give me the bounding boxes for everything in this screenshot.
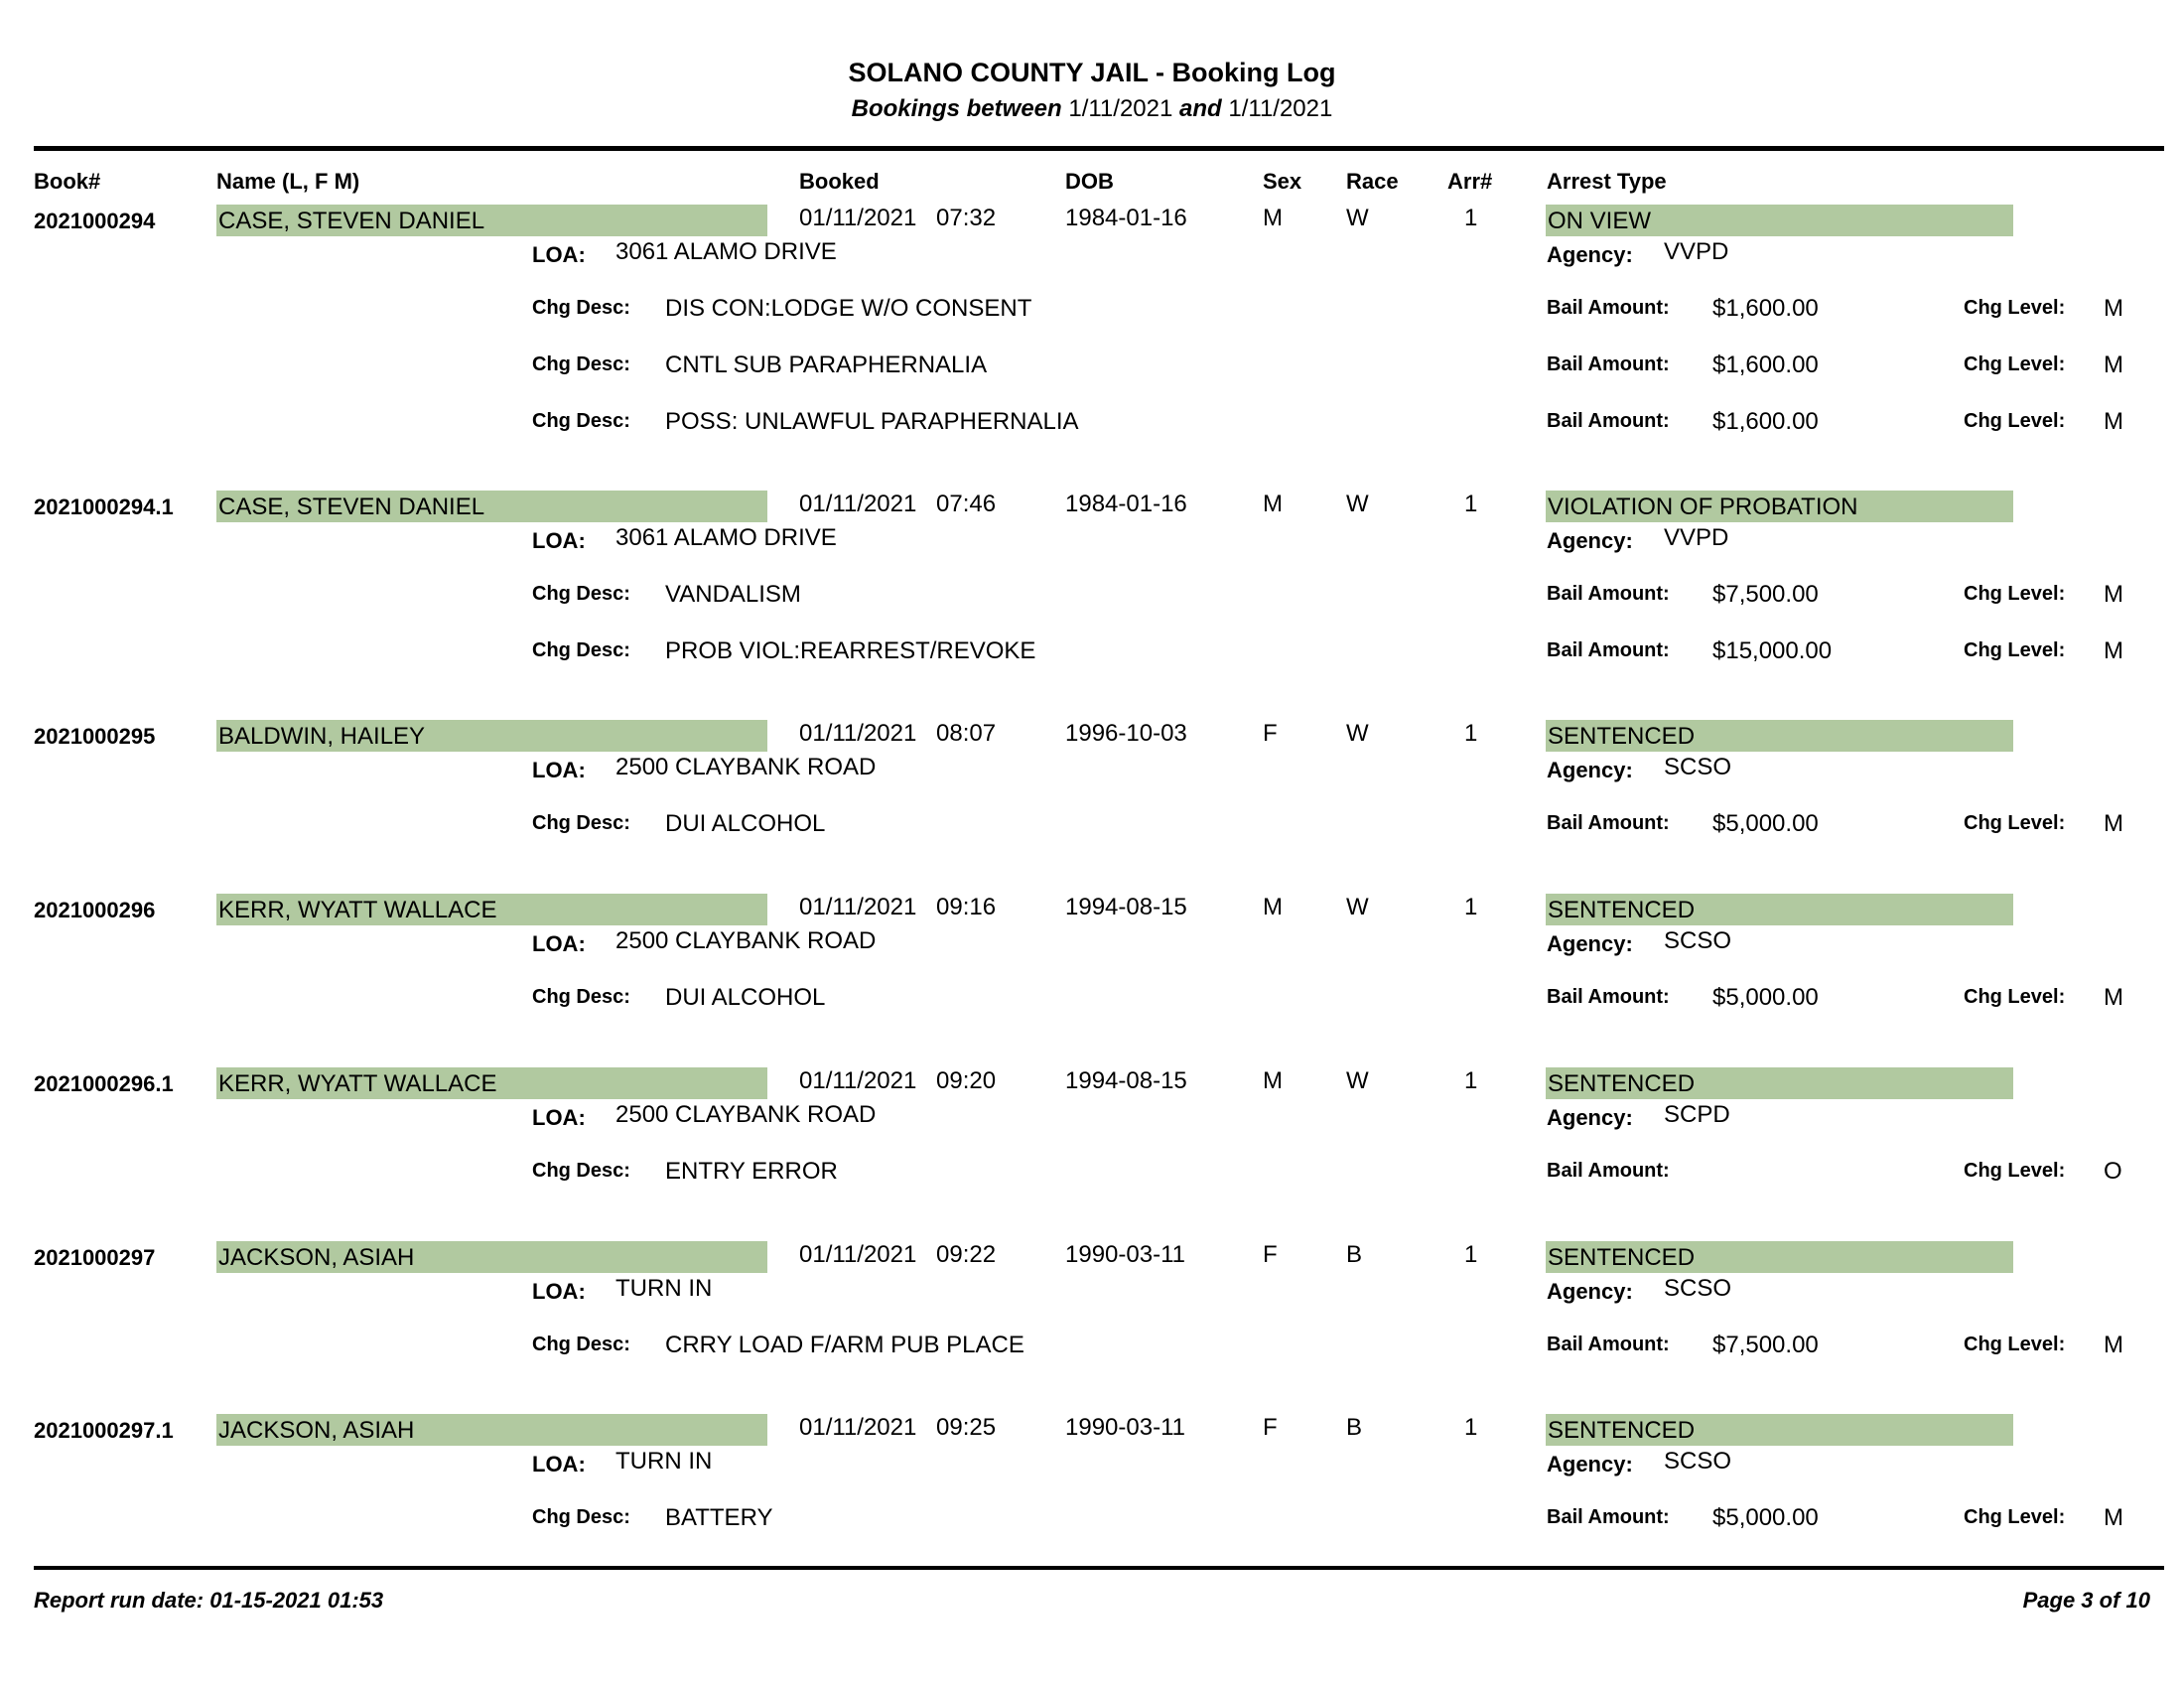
bail-amount: $5,000.00 xyxy=(1712,1504,1819,1531)
loa-value: 3061 ALAMO DRIVE xyxy=(615,524,837,551)
booked-time: 09:25 xyxy=(936,1414,997,1441)
charge-description: DUI ALCOHOL xyxy=(665,984,826,1011)
agency-value: VVPD xyxy=(1664,524,1729,551)
sex: M xyxy=(1263,894,1283,920)
agency-value: SCSO xyxy=(1664,754,1732,780)
bail-amount-label: Bail Amount: xyxy=(1547,1160,1670,1182)
book-number: 2021000296 xyxy=(34,898,156,922)
subtitle-end-date: 1/11/2021 xyxy=(1228,95,1333,122)
charge-description: POSS: UNLAWFUL PARAPHERNALIA xyxy=(665,408,1079,435)
bail-amount-label: Bail Amount: xyxy=(1547,1334,1670,1355)
inmate-name: KERR, WYATT WALLACE xyxy=(218,1070,497,1097)
loa-value: TURN IN xyxy=(615,1275,713,1302)
bail-amount: $7,500.00 xyxy=(1712,581,1819,608)
chg-level-label: Chg Level: xyxy=(1964,1506,2066,1528)
race: W xyxy=(1346,491,1369,517)
chg-level-label: Chg Level: xyxy=(1964,297,2066,319)
footer-rule xyxy=(34,1566,2164,1570)
charge-level: M xyxy=(2104,352,2123,378)
arrest-type-highlight xyxy=(1546,1414,2013,1446)
book-number: 2021000296.1 xyxy=(34,1071,174,1096)
subtitle-and: and xyxy=(1179,95,1222,122)
charge-level: M xyxy=(2104,295,2123,322)
chg-level-label: Chg Level: xyxy=(1964,812,2066,834)
loa-value: 2500 CLAYBANK ROAD xyxy=(615,754,877,780)
name-highlight xyxy=(216,894,767,925)
bail-amount: $5,000.00 xyxy=(1712,984,1819,1011)
booked-date: 01/11/2021 xyxy=(799,1414,917,1441)
booked-time: 08:07 xyxy=(936,720,997,747)
inmate-name: CASE, STEVEN DANIEL xyxy=(218,208,485,234)
charge-level: M xyxy=(2104,984,2123,1011)
agency-label: Agency: xyxy=(1547,242,1633,267)
loa-label: LOA: xyxy=(532,1452,586,1477)
arrest-type-highlight xyxy=(1546,720,2013,752)
arrest-type: SENTENCED xyxy=(1548,723,1696,750)
arrest-number: 1 xyxy=(1464,491,1478,517)
booked-time: 07:32 xyxy=(936,205,997,231)
chg-desc-label: Chg Desc: xyxy=(532,1160,630,1182)
arrest-type-highlight xyxy=(1546,205,2013,236)
name-highlight xyxy=(216,1414,767,1446)
race: B xyxy=(1346,1241,1363,1268)
loa-label: LOA: xyxy=(532,1105,586,1130)
charge-level: M xyxy=(2104,637,2123,664)
name-highlight xyxy=(216,491,767,522)
sex: M xyxy=(1263,205,1283,231)
bail-amount: $7,500.00 xyxy=(1712,1332,1819,1358)
loa-label: LOA: xyxy=(532,758,586,782)
race: B xyxy=(1346,1414,1363,1441)
chg-level-label: Chg Level: xyxy=(1964,1334,2066,1355)
bail-amount-label: Bail Amount: xyxy=(1547,1506,1670,1528)
race: W xyxy=(1346,1067,1369,1094)
loa-label: LOA: xyxy=(532,528,586,553)
dob: 1994-08-15 xyxy=(1065,1067,1187,1094)
charge-description: CNTL SUB PARAPHERNALIA xyxy=(665,352,988,378)
agency-value: VVPD xyxy=(1664,238,1729,265)
arrest-type: SENTENCED xyxy=(1548,1070,1696,1097)
bail-amount: $5,000.00 xyxy=(1712,810,1819,837)
charge-description: PROB VIOL:REARREST/REVOKE xyxy=(665,637,1036,664)
book-number: 2021000297.1 xyxy=(34,1418,174,1443)
chg-level-label: Chg Level: xyxy=(1964,986,2066,1008)
chg-level-label: Chg Level: xyxy=(1964,1160,2066,1182)
agency-value: SCSO xyxy=(1664,1275,1732,1302)
sex: F xyxy=(1263,1414,1278,1441)
page-number: Page 3 of 10 xyxy=(2022,1588,2150,1613)
booked-date: 01/11/2021 xyxy=(799,1067,917,1094)
chg-level-label: Chg Level: xyxy=(1964,353,2066,375)
race: W xyxy=(1346,205,1369,231)
charge-description: DIS CON:LODGE W/O CONSENT xyxy=(665,295,1032,322)
charge-level: M xyxy=(2104,581,2123,608)
chg-desc-label: Chg Desc: xyxy=(532,812,630,834)
arrest-number: 1 xyxy=(1464,894,1478,920)
booked-time: 09:16 xyxy=(936,894,997,920)
book-number: 2021000297 xyxy=(34,1245,156,1270)
chg-level-label: Chg Level: xyxy=(1964,639,2066,661)
booked-time: 09:20 xyxy=(936,1067,997,1094)
race: W xyxy=(1346,720,1369,747)
booked-date: 01/11/2021 xyxy=(799,491,917,517)
arrest-number: 1 xyxy=(1464,205,1478,231)
col-arrest-type: Arrest Type xyxy=(1547,169,1667,194)
inmate-name: JACKSON, ASIAH xyxy=(218,1244,415,1271)
name-highlight xyxy=(216,1067,767,1099)
inmate-name: KERR, WYATT WALLACE xyxy=(218,897,497,923)
chg-level-label: Chg Level: xyxy=(1964,583,2066,605)
inmate-name: BALDWIN, HAILEY xyxy=(218,723,426,750)
chg-level-label: Chg Level: xyxy=(1964,410,2066,432)
charge-level: M xyxy=(2104,1504,2123,1531)
book-number: 2021000295 xyxy=(34,724,156,749)
name-highlight xyxy=(216,1241,767,1273)
chg-desc-label: Chg Desc: xyxy=(532,1506,630,1528)
loa-label: LOA: xyxy=(532,242,586,267)
agency-label: Agency: xyxy=(1547,528,1633,553)
charge-level: M xyxy=(2104,1332,2123,1358)
dob: 1990-03-11 xyxy=(1065,1241,1185,1268)
booked-date: 01/11/2021 xyxy=(799,1241,917,1268)
charge-description: VANDALISM xyxy=(665,581,801,608)
arrest-type: ON VIEW xyxy=(1548,208,1652,234)
subtitle-start-date: 1/11/2021 xyxy=(1068,95,1173,122)
col-sex: Sex xyxy=(1263,169,1302,194)
dob: 1994-08-15 xyxy=(1065,894,1187,920)
booked-date: 01/11/2021 xyxy=(799,894,917,920)
arrest-type: SENTENCED xyxy=(1548,897,1696,923)
agency-value: SCSO xyxy=(1664,1448,1732,1475)
loa-value: 2500 CLAYBANK ROAD xyxy=(615,927,877,954)
booked-time: 07:46 xyxy=(936,491,997,517)
col-book: Book# xyxy=(34,169,101,194)
subtitle-prefix: Bookings between xyxy=(851,95,1062,122)
loa-value: 2500 CLAYBANK ROAD xyxy=(615,1101,877,1128)
booked-time: 09:22 xyxy=(936,1241,997,1268)
header-rule xyxy=(34,146,2164,151)
chg-desc-label: Chg Desc: xyxy=(532,410,630,432)
chg-desc-label: Chg Desc: xyxy=(532,1334,630,1355)
bail-amount-label: Bail Amount: xyxy=(1547,410,1670,432)
book-number: 2021000294.1 xyxy=(34,494,174,519)
bail-amount-label: Bail Amount: xyxy=(1547,986,1670,1008)
charge-level: O xyxy=(2104,1158,2122,1185)
bail-amount-label: Bail Amount: xyxy=(1547,639,1670,661)
bail-amount-label: Bail Amount: xyxy=(1547,297,1670,319)
sex: M xyxy=(1263,491,1283,517)
arrest-type: VIOLATION OF PROBATION xyxy=(1548,493,1858,520)
inmate-name: JACKSON, ASIAH xyxy=(218,1417,415,1444)
chg-desc-label: Chg Desc: xyxy=(532,986,630,1008)
dob: 1984-01-16 xyxy=(1065,491,1187,517)
charge-description: CRRY LOAD F/ARM PUB PLACE xyxy=(665,1332,1024,1358)
agency-label: Agency: xyxy=(1547,931,1633,956)
arrest-type-highlight xyxy=(1546,1067,2013,1099)
col-dob: DOB xyxy=(1065,169,1114,194)
sex: F xyxy=(1263,720,1278,747)
arrest-number: 1 xyxy=(1464,1414,1478,1441)
sex: F xyxy=(1263,1241,1278,1268)
sex: M xyxy=(1263,1067,1283,1094)
arrest-type: SENTENCED xyxy=(1548,1244,1696,1271)
arrest-number: 1 xyxy=(1464,1241,1478,1268)
chg-desc-label: Chg Desc: xyxy=(532,583,630,605)
inmate-name: CASE, STEVEN DANIEL xyxy=(218,493,485,520)
loa-label: LOA: xyxy=(532,1279,586,1304)
bail-amount: $1,600.00 xyxy=(1712,408,1819,435)
chg-desc-label: Chg Desc: xyxy=(532,297,630,319)
report-title: SOLANO COUNTY JAIL - Booking Log xyxy=(848,58,1336,87)
bail-amount-label: Bail Amount: xyxy=(1547,583,1670,605)
dob: 1984-01-16 xyxy=(1065,205,1187,231)
col-name: Name (L, F M) xyxy=(216,169,360,194)
bail-amount-label: Bail Amount: xyxy=(1547,353,1670,375)
bail-amount: $1,600.00 xyxy=(1712,352,1819,378)
arrest-type: SENTENCED xyxy=(1548,1417,1696,1444)
agency-value: SCSO xyxy=(1664,927,1732,954)
loa-value: TURN IN xyxy=(615,1448,713,1475)
race: W xyxy=(1346,894,1369,920)
booked-date: 01/11/2021 xyxy=(799,205,917,231)
name-highlight xyxy=(216,205,767,236)
charge-description: ENTRY ERROR xyxy=(665,1158,838,1185)
bail-amount-label: Bail Amount: xyxy=(1547,812,1670,834)
charge-description: BATTERY xyxy=(665,1504,773,1531)
dob: 1996-10-03 xyxy=(1065,720,1187,747)
arrest-number: 1 xyxy=(1464,720,1478,747)
loa-value: 3061 ALAMO DRIVE xyxy=(615,238,837,265)
dob: 1990-03-11 xyxy=(1065,1414,1185,1441)
report-run-date: Report run date: 01-15-2021 01:53 xyxy=(34,1588,384,1613)
chg-desc-label: Chg Desc: xyxy=(532,353,630,375)
agency-label: Agency: xyxy=(1547,758,1633,782)
charge-level: M xyxy=(2104,408,2123,435)
agency-label: Agency: xyxy=(1547,1105,1633,1130)
charge-description: DUI ALCOHOL xyxy=(665,810,826,837)
col-race: Race xyxy=(1346,169,1399,194)
arrest-type-highlight xyxy=(1546,894,2013,925)
col-booked: Booked xyxy=(799,169,880,194)
book-number: 2021000294 xyxy=(34,209,156,233)
chg-desc-label: Chg Desc: xyxy=(532,639,630,661)
agency-label: Agency: xyxy=(1547,1452,1633,1477)
agency-value: SCPD xyxy=(1664,1101,1730,1128)
report-subtitle xyxy=(0,95,2184,123)
agency-label: Agency: xyxy=(1547,1279,1633,1304)
charge-level: M xyxy=(2104,810,2123,837)
arrest-type-highlight xyxy=(1546,491,2013,522)
arrest-number: 1 xyxy=(1464,1067,1478,1094)
arrest-type-highlight xyxy=(1546,1241,2013,1273)
booked-date: 01/11/2021 xyxy=(799,720,917,747)
col-arr: Arr# xyxy=(1447,169,1493,194)
loa-label: LOA: xyxy=(532,931,586,956)
bail-amount: $1,600.00 xyxy=(1712,295,1819,322)
name-highlight xyxy=(216,720,767,752)
bail-amount: $15,000.00 xyxy=(1712,637,1833,664)
